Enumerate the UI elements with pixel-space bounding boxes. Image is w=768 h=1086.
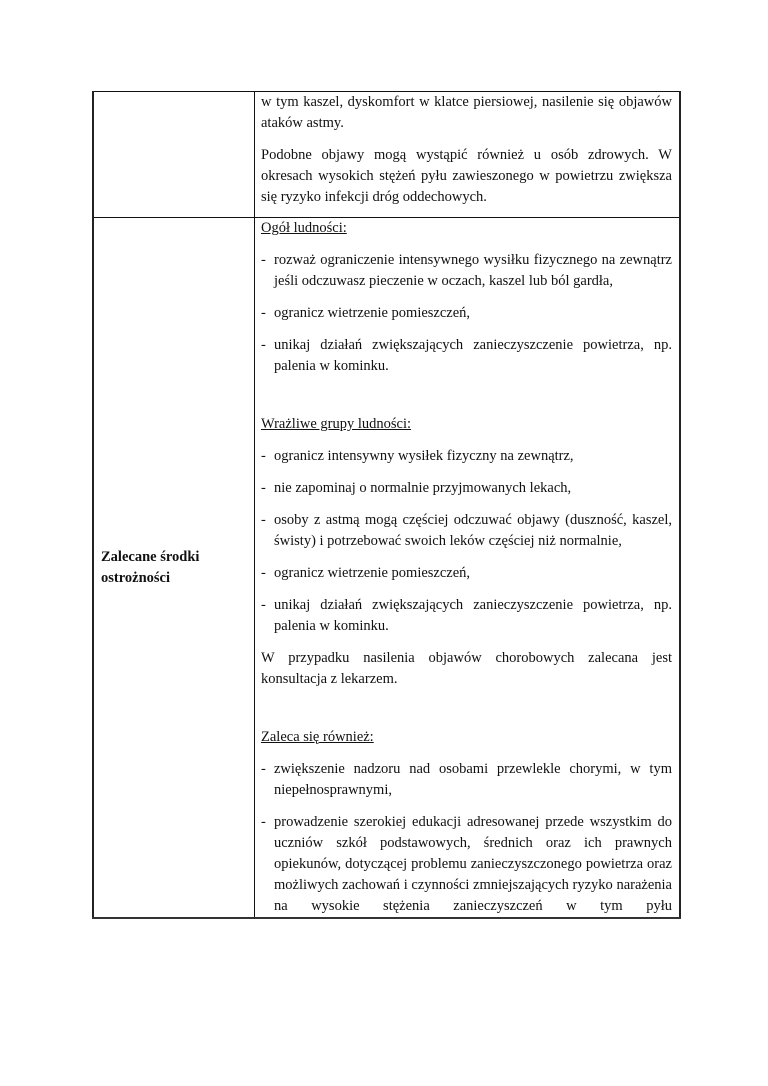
sensitive-groups-heading: Wrażliwe grupy ludności: [261,416,412,432]
list-item: - ogranicz intensywny wysiłek fizyczny na zewnątrz, [261,448,574,464]
list-item: - unikaj działań zwiększających zanieczyszczenie powietrza, np. palenia w kominku. [261,597,672,634]
list-item: - prowadzenie szerokiej edukacji adresowanej przede wszystkim do uczniów szkół podstawowych, średnich oraz ich prawnych opiekunów, dotyczącej problemu zanieczyszczonego powietrza oraz możliwych zachowań i czynności zmniejszających ryzyko narażenia na wysokie stężenia zanieczyszczeń w tym pyłu [261,814,672,914]
symptoms-paragraph: w tym kaszel, dyskomfort w klatce piersiowej, nasilenie się objawów ataków astmy. [261,94,672,131]
list-item: - ogranicz wietrzenie pomieszczeń, [261,305,471,321]
row-label-cell-empty [93,92,255,218]
list-item: - ogranicz wietrzenie pomieszczeń, [261,565,471,581]
table-row-precautions [93,218,680,919]
list-item: - rozważ ograniczenie intensywnego wysiłku fizycznego na zewnątrz jeśli odczuwasz pieczenie w oczach, kaszel lub ból gardła, [261,252,672,289]
precautions-label: Zalecane środki ostrożności [101,548,200,586]
also-recommended-heading: Zaleca się również: [261,729,374,745]
healthy-people-paragraph: Podobne objawy mogą wystąpić również u osób zdrowych. W okresach wysokich stężeń pyłu zawieszonego w powietrzu zwiększa się ryzyko infekcji dróg oddechowych. [261,147,672,205]
list-item: - unikaj działań zwiększających zanieczyszczenie powietrza, np. palenia w kominku. [261,337,672,374]
symptoms-content-cell [255,92,681,218]
list-item: - osoby z astmą mogą częściej odczuwać objawy (duszność, kaszel, świsty) i potrzebować swoich leków częściej niż normalnie, [261,512,672,549]
table-row-symptoms [93,92,680,218]
list-item: - nie zapominaj o normalnie przyjmowanych lekach, [261,480,572,496]
recommendations-table [92,91,681,919]
list-item: - zwiększenie nadzoru nad osobami przewlekle chorymi, w tym niepełnosprawnymi, [261,761,672,798]
precautions-content-cell [255,218,681,919]
doctor-consultation-note: W przypadku nasilenia objawów chorobowych zalecana jest konsultacja z lekarzem. [261,650,672,687]
general-population-heading: Ogół ludności: [261,220,347,236]
precautions-label-cell [93,218,255,919]
